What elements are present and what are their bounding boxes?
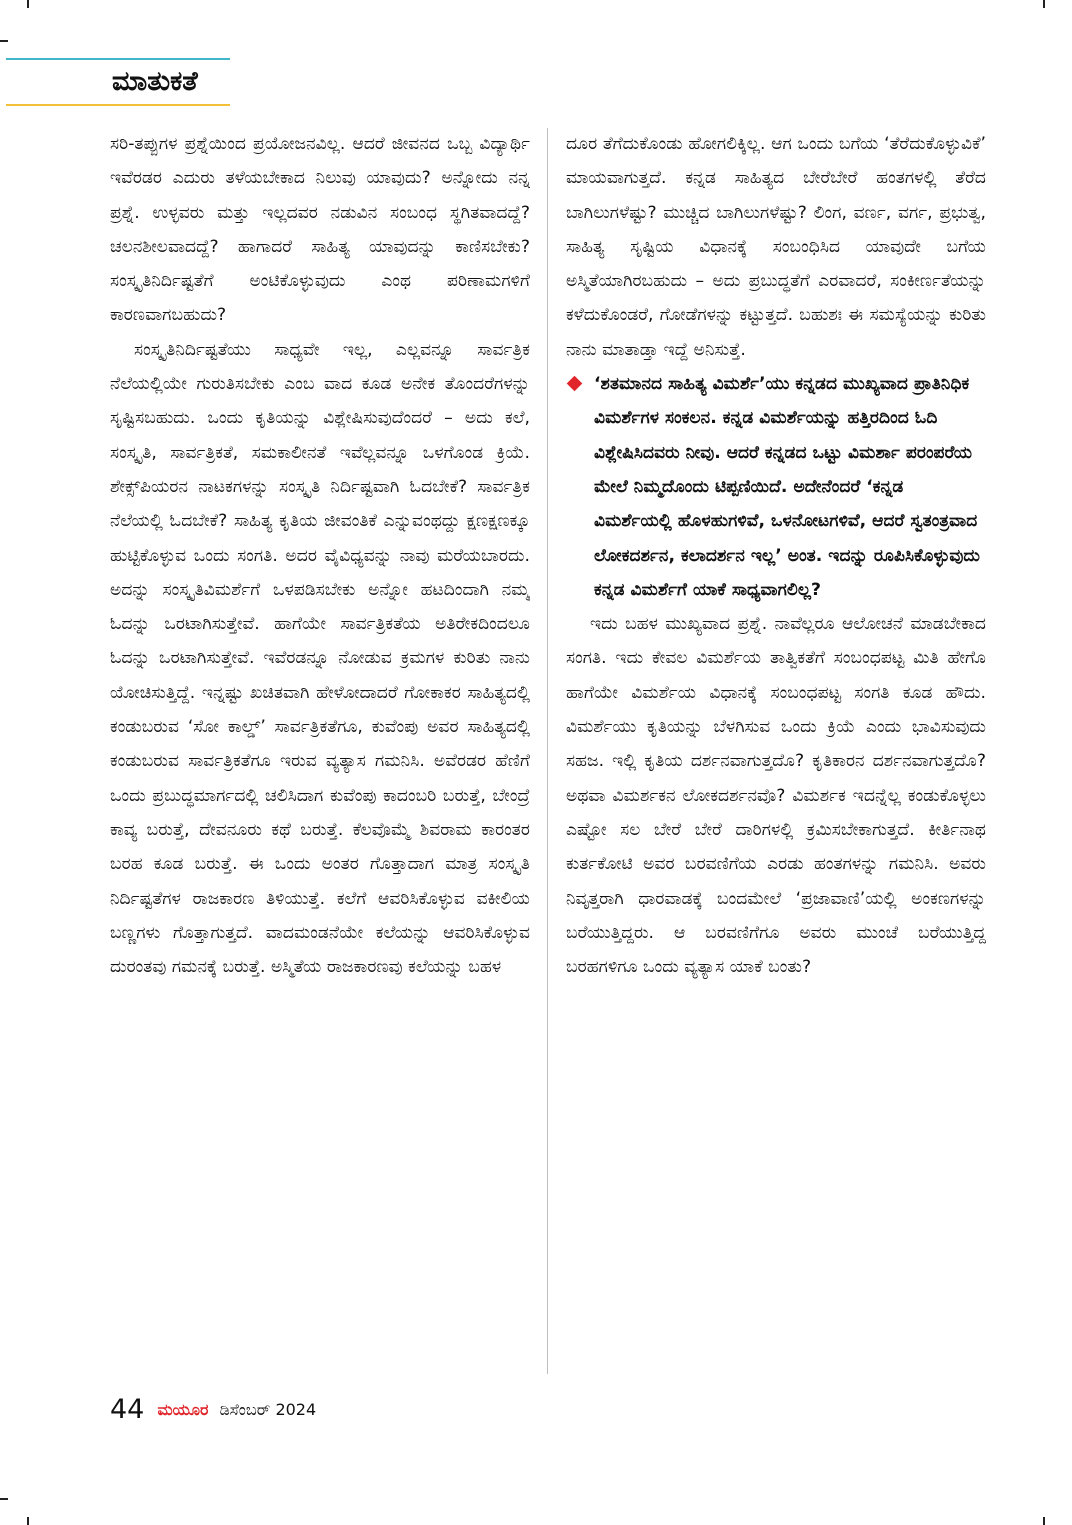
crop-mark-left-lower [0,1498,8,1500]
crop-mark-top-left [27,0,29,8]
crop-mark-left-upper [0,40,8,42]
red-diamond-icon [567,376,583,392]
header-rule-top [6,58,230,60]
left-paragraph-2: ಸಂಸ್ಕೃತಿನಿರ್ದಿಷ್ಟತೆಯು ಸಾಧ್ಯವೇ ಇಲ್ಲ, ಎಲ್ಲವನ್ನೂ ಸಾರ್ವತ್ರಿಕ ನೆಲೆಯಲ್ಲಿಯೇ ಗುರುತಿಸಬೇಕು ಎಂಬ ವಾದ ಕೂಡ ಅನೇಕ ತೊಂದರೆಗಳನ್ನು ಸೃಷ್ಟಿಸಬಹುದು. ಒಂದು ಕೃತಿಯನ್ನು ವಿಶ್ಲೇಷಿಸುವುದೆಂದರೆ – ಅದು ಕಲೆ, ಸಂಸ್ಕೃತಿ, ಸಾರ್ವತ್ರಿಕತೆ, ಸಮಕಾಲೀನತೆ ಇವೆಲ್ಲವನ್ನೂ ಒಳಗೊಂಡ ಕ್ರಿಯೆ. ಶೇಕ್ಸ್‌ಪಿಯರನ ನಾಟಕಗಳನ್ನು ಸಂಸ್ಕೃತಿ ನಿರ್ದಿಷ್ಟವಾಗಿ ಓದಬೇಕೆ? ಸಾರ್ವತ್ರಿಕ ನೆಲೆಯಲ್ಲಿ ಓದಬೇಕೆ? ಸಾಹಿತ್ಯ ಕೃತಿಯ ಜೀವಂತಿಕೆ ಎನ್ನುವಂಥದ್ದು ಕ್ಷಣಕ್ಷಣಕ್ಕೂ ಹುಟ್ಟಿಕೊಳ್ಳುವ ಒಂದು ಸಂಗತಿ. ಅದರ ವೈವಿಧ್ಯವನ್ನು ನಾವು ಮರೆಯಬಾರದು. ಅದನ್ನು ಸಂಸ್ಕೃತಿವಿಮರ್ಶೆಗೆ ಒಳಪಡಿಸಬೇಕು ಅನ್ನೋ ಹಟದಿಂದಾಗಿ ನಮ್ಮ ಓದನ್ನು ಒರಟಾಗಿಸುತ್ತೇವೆ. ಹಾಗೆಯೇ ಸಾರ್ವತ್ರಿಕತೆಯ ಅತಿರೇಕದಿಂದಲೂ ಓದನ್ನು ಒರಟಾಗಿಸುತ್ತೇವೆ. ಇವೆರಡನ್ನೂ ನೋಡುವ ಕ್ರಮಗಳ ಕುರಿತು ನಾನು ಯೋಚಿಸುತ್ತಿದ್ದೆ. ಇನ್ನಷ್ಟು ಖಚಿತವಾಗಿ ಹೇಳೋದಾದರೆ ಗೋಕಾಕರ ಸಾಹಿತ್ಯದಲ್ಲಿ ಕಂಡುಬರುವ ‘ಸೋ ಕಾಲ್ಡ್’ ಸಾರ್ವತ್ರಿಕತೆಗೂ, ಕುವೆಂಪು ಅವರ ಸಾಹಿತ್ಯದಲ್ಲಿ ಕಂಡುಬರುವ ಸಾರ್ವತ್ರಿಕತೆಗೂ ಇರುವ ವ್ಯತ್ಯಾಸ ಗಮನಿಸಿ. ಅವೆರಡರ ಹೆಣಿಗೆ ಒಂದು ಪ್ರಬುದ್ಧಮಾರ್ಗದಲ್ಲಿ ಚಲಿಸಿದಾಗ ಕುವೆಂಪು ಕಾದಂಬರಿ ಬರುತ್ತೆ, ಬೇಂದ್ರೆ ಕಾವ್ಯ ಬರುತ್ತೆ, ದೇವನೂರು ಕಥೆ ಬರುತ್ತೆ. ಕೆಲವೊಮ್ಮೆ ಶಿವರಾಮ ಕಾರಂತರ ಬರಹ ಕೂಡ ಬರುತ್ತೆ. ಈ ಒಂದು ಅಂತರ ಗೊತ್ತಾದಾಗ ಮಾತ್ರ ಸಂಸ್ಕೃತಿ ನಿರ್ದಿಷ್ಟತೆಗಳ ರಾಜಕಾರಣ ತಿಳಿಯುತ್ತೆ. ಕಲೆಗೆ ಆವರಿಸಿಕೊಳ್ಳುವ ವಕೀಲಿಯ ಬಣ್ಣಗಳು ಗೊತ್ತಾಗುತ್ತದೆ. ವಾದಮಂಡನೆಯೇ ಕಲೆಯನ್ನು ಆವರಿಸಿಕೊಳ್ಳುವ ದುರಂತವು ಗಮನಕ್ಕೆ ಬರುತ್ತೆ. ಅಸ್ಮಿತೆಯ ರಾಜಕಾರಣವು ಕಲೆಯನ್ನು ಬಹಳ [110,339,530,978]
section-header [0,58,230,108]
magazine-logo: ಮಯೂರ [157,1399,209,1419]
crop-mark-bottom-left [27,1517,29,1525]
crop-mark-top-right [1043,0,1045,8]
left-column [110,127,530,1379]
section-title: ಮಾತುಕತೆ [112,66,198,97]
page-footer [110,1394,316,1428]
right-paragraph-1: ದೂರ ತೆಗೆದುಕೊಂಡು ಹೋಗಲಿಕ್ಕಿಲ್ಲ. ಆಗ ಒಂದು ಬಗೆಯ ‘ತೆರೆದುಕೊಳ್ಳುವಿಕೆ’ ಮಾಯವಾಗುತ್ತದೆ. ಕನ್ನಡ ಸಾಹಿತ್ಯದ ಬೇರೆಬೇರೆ ಹಂತಗಳಲ್ಲಿ ತೆರೆದ ಬಾಗಿಲುಗಳೆಷ್ಟು? ಮುಚ್ಚಿದ ಬಾಗಿಲುಗಳೆಷ್ಟು? ಲಿಂಗ, ವರ್ಣ, ವರ್ಗ, ಪ್ರಭುತ್ವ, ಸಾಹಿತ್ಯ ಸೃಷ್ಟಿಯ ವಿಧಾನಕ್ಕೆ ಸಂಬಂಧಿಸಿದ ಯಾವುದೇ ಬಗೆಯ ಅಸ್ಮಿತೆಯಾಗಿರಬಹುದು – ಅದು ಪ್ರಬುದ್ಧತೆಗೆ ಎರವಾದರೆ, ಸಂಕೀರ್ಣತೆಯನ್ನು ಕಳೆದುಕೊಂಡರೆ, ಗೋಡೆಗಳನ್ನು ಕಟ್ಟುತ್ತದೆ. ಬಹುಶಃ ಈ ಸಮಸ್ಯೆಯನ್ನು ಕುರಿತು ನಾನು ಮಾತಾಡ್ತಾ ಇದ್ದೆ ಅನಿಸುತ್ತೆ. [566,134,986,360]
page-number: 44 [110,1394,145,1425]
header-rule-bottom [6,104,230,106]
left-paragraph-1: ಸರಿ-ತಪ್ಪುಗಳ ಪ್ರಶ್ನೆಯಿಂದ ಪ್ರಯೋಜನವಿಲ್ಲ. ಆದರೆ ಜೀವನದ ಒಬ್ಬ ವಿದ್ಯಾರ್ಥಿ ಇವೆರಡರ ಎದುರು ತಳೆಯಬೇಕಾದ ನಿಲುವು ಯಾವುದು? ಅನ್ನೋದು ನನ್ನ ಪ್ರಶ್ನೆ. ಉಳ್ಳವರು ಮತ್ತು ಇಲ್ಲದವರ ನಡುವಿನ ಸಂಬಂಧ ಸ್ಥಗಿತವಾದದ್ದೆ? ಚಲನಶೀಲವಾದದ್ದೆ? ಹಾಗಾದರೆ ಸಾಹಿತ್ಯ ಯಾವುದನ್ನು ಕಾಣಿಸಬೇಕು? ಸಂಸ್ಕೃತಿನಿರ್ದಿಷ್ಟತೆಗೆ ಅಂಟಿಕೊಳ್ಳುವುದು ಎಂಥ ಪರಿಣಾಮಗಳಿಗೆ ಕಾರಣವಾಗಬಹುದು? [110,134,530,326]
interview-question-text: ‘ಶತಮಾನದ ಸಾಹಿತ್ಯ ವಿಮರ್ಶೆ’ಯು ಕನ್ನಡದ ಮುಖ್ಯವಾದ ಪ್ರಾತಿನಿಧಿಕ ವಿಮರ್ಶೆಗಳ ಸಂಕಲನ. ಕನ್ನಡ ವಿಮರ್ಶೆಯನ್ನು ಹತ್ತಿರದಿಂದ ಓದಿ ವಿಶ್ಲೇಷಿಸಿದವರು ನೀವು. ಆದರೆ ಕನ್ನಡದ ಒಟ್ಟು ವಿಮರ್ಶಾ ಪರಂಪರೆಯ ಮೇಲೆ ನಿಮ್ಮದೊಂದು ಟಿಪ್ಪಣಿಯಿದೆ. ಅದೇನೆಂದರೆ ‘ಕನ್ನಡ ವಿಮರ್ಶೆಯಲ್ಲಿ ಹೊಳಹುಗಳಿವೆ, ಒಳನೋಟಗಳಿವೆ, ಆದರೆ ಸ್ವತಂತ್ರವಾದ ಲೋಕದರ್ಶನ, ಕಲಾದರ್ಶನ ಇಲ್ಲ’ ಅಂತ. ಇದನ್ನು ರೂಪಿಸಿಕೊಳ್ಳುವುದು ಕನ್ನಡ ವಿಮರ್ಶೆಗೆ ಯಾಕೆ ಸಾಧ್ಯವಾಗಲಿಲ್ಲ? [594,374,980,600]
issue-date: ಡಿಸೆಂಬರ್ 2024 [219,1399,317,1419]
crop-mark-bottom-right [1043,1517,1045,1525]
right-column [566,127,986,1379]
right-paragraph-2: ಇದು ಬಹಳ ಮುಖ್ಯವಾದ ಪ್ರಶ್ನೆ. ನಾವೆಲ್ಲರೂ ಆಲೋಚನೆ ಮಾಡಬೇಕಾದ ಸಂಗತಿ. ಇದು ಕೇವಲ ವಿಮರ್ಶೆಯ ತಾತ್ವಿಕತೆಗೆ ಸಂಬಂಧಪಟ್ಟ ಮಿತಿ ಹೇಗೊ ಹಾಗೆಯೇ ವಿಮರ್ಶೆಯ ವಿಧಾನಕ್ಕೆ ಸಂಬಂಧಪಟ್ಟ ಸಂಗತಿ ಕೂಡ ಹೌದು. ವಿಮರ್ಶೆಯು ಕೃತಿಯನ್ನು ಬೆಳಗಿಸುವ ಒಂದು ಕ್ರಿಯೆ ಎಂದು ಭಾವಿಸುವುದು ಸಹಜ. ಇಲ್ಲಿ ಕೃತಿಯ ದರ್ಶನವಾಗುತ್ತದೊ? ಕೃತಿಕಾರನ ದರ್ಶನವಾಗುತ್ತದೊ? ಅಥವಾ ವಿಮರ್ಶಕನ ಲೋಕದರ್ಶನವೊ? ವಿಮರ್ಶಕ ಇದನ್ನೆಲ್ಲ ಕಂಡುಕೊಳ್ಳಲು ಎಷ್ಟೋ ಸಲ ಬೇರೆ ಬೇರೆ ದಾರಿಗಳಲ್ಲಿ ಕ್ರಮಿಸಬೇಕಾಗುತ್ತದೆ. ಕೀರ್ತಿನಾಥ ಕುರ್ತಕೋಟಿ ಅವರ ಬರವಣಿಗೆಯ ಎರಡು ಹಂತಗಳನ್ನು ಗಮನಿಸಿ. ಅವರು ನಿವೃತ್ತರಾಗಿ ಧಾರವಾಡಕ್ಕೆ ಬಂದಮೇಲೆ ‘ಪ್ರಜಾವಾಣಿ’ಯಲ್ಲಿ ಅಂಕಣಗಳನ್ನು ಬರೆಯುತ್ತಿದ್ದರು. ಆ ಬರವಣಿಗೆಗೂ ಅವರು ಮುಂಚೆ ಬರೆಯುತ್ತಿದ್ದ ಬರಹಗಳಿಗೂ ಒಂದು ವ್ಯತ್ಯಾಸ ಯಾಕೆ ಬಂತು? [566,614,986,978]
column-divider [547,128,548,1374]
interview-question [566,367,986,607]
